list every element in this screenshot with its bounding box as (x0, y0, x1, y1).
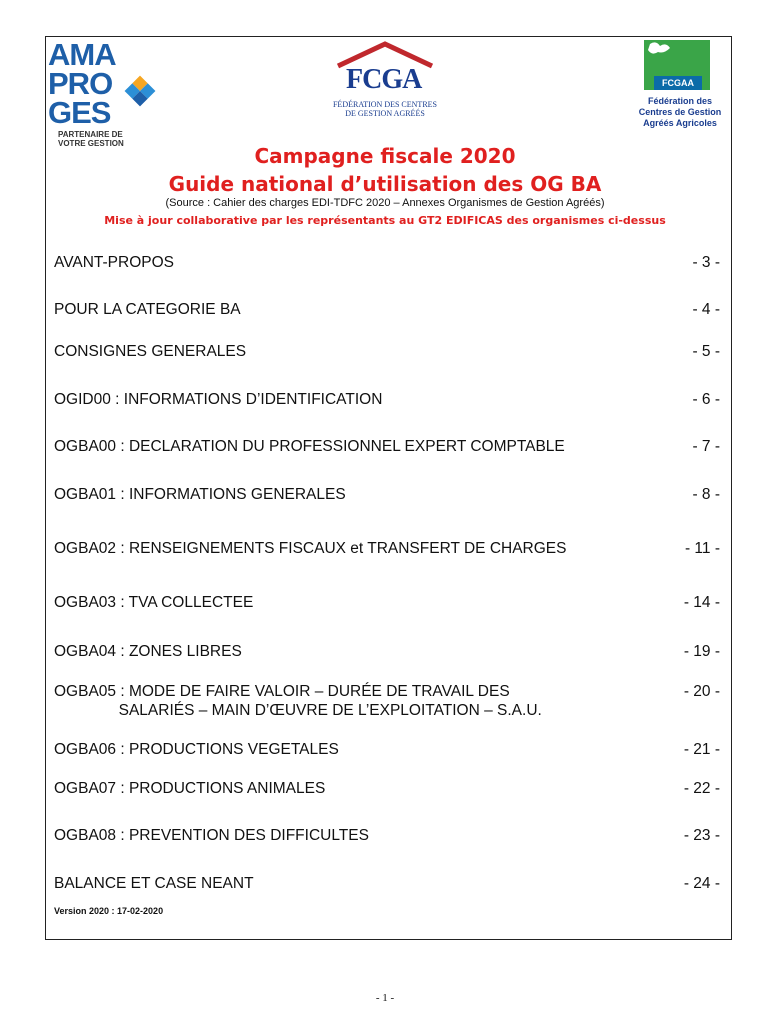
fcgaa-subtitle (630, 96, 730, 129)
fcgaa-logo (630, 40, 730, 150)
logo-word-1: AMA (48, 37, 116, 72)
diamond-icon (124, 75, 155, 106)
toc-page: - 24 - (683, 875, 720, 892)
fcgaa-subtitle-line-3: Agréés Agricoles (643, 118, 717, 128)
toc-page: - 4 - (692, 301, 720, 318)
toc-page: - 5 - (692, 343, 720, 360)
toc-label: OGBA01 : INFORMATIONS GENERALES (54, 486, 346, 503)
toc-label: CONSIGNES GENERALES (54, 343, 247, 360)
toc-label: POUR LA CATEGORIE BA (54, 301, 241, 318)
toc-page: - 14 - (683, 594, 720, 611)
toc-row[interactable] (54, 682, 720, 722)
document-title-line-1: Campagne fiscale 2020 (254, 144, 516, 168)
amaproges-logo (48, 37, 163, 150)
toc-page: - 7 - (692, 438, 720, 455)
fcga-subtitle-line-2: DE GESTION AGRÉÉS (345, 109, 425, 118)
toc-page: - 20 - (683, 683, 720, 700)
fcgaa-badge: FCGAA (654, 76, 702, 90)
toc-page: - 19 - (683, 643, 720, 660)
toc-label: OGBA03 : TVA COLLECTEE (54, 594, 254, 611)
logo-word-2: PRO (48, 66, 113, 101)
fcga-name: FCGA (346, 64, 422, 95)
toc-label: OGBA05 : MODE DE FAIRE VALOIR – DURÉE DE TRAVAIL DES SALARIÉS – MAIN D’ŒUVRE DE L’EXPLOITATION – S.A.U. (54, 683, 542, 719)
fcgaa-subtitle-line-1: Fédération des (647, 96, 712, 106)
fcga-logo (310, 40, 460, 125)
toc-label: OGBA00 : DECLARATION DU PROFESSIONNEL EXPERT COMPTABLE (54, 438, 565, 455)
fcga-subtitle (310, 100, 460, 118)
toc-label: BALANCE ET CASE NEANT (54, 875, 254, 892)
toc-page: - 6 - (692, 391, 720, 408)
toc-label: AVANT-PROPOS (54, 254, 175, 271)
version-note: Version 2020 : 17-02-2020 (54, 906, 164, 916)
toc-label: OGBA06 : PRODUCTIONS VEGETALES (54, 741, 339, 758)
source-note: (Source : Cahier des charges EDI-TDFC 2020 – Annexes Organismes de Gestion Agréés) (165, 197, 605, 209)
toc-page: - 11 - (684, 540, 720, 557)
toc-page: - 22 - (683, 780, 720, 797)
document-title-line-2: Guide national d’utilisation des OG BA (168, 172, 602, 196)
toc-label: OGBA08 : PREVENTION DES DIFFICULTES (54, 827, 369, 844)
toc-label: OGID00 : INFORMATIONS D’IDENTIFICATION (54, 391, 383, 408)
leaf-icon (646, 40, 676, 62)
page-number: - 1 - (375, 992, 395, 1004)
toc-label: OGBA07 : PRODUCTIONS ANIMALES (54, 780, 326, 797)
toc-page: - 3 - (692, 254, 720, 271)
toc-label: OGBA02 : RENSEIGNEMENTS FISCAUX et TRANSFERT DE CHARGES (54, 540, 567, 557)
update-note: Mise à jour collaborative par les représentants au GT2 EDIFICAS des organismes ci-dessus (104, 214, 666, 227)
logo-word-3: GES (48, 95, 111, 130)
fcga-subtitle-line-1: FÉDÉRATION DES CENTRES (332, 100, 437, 109)
fcgaa-subtitle-line-2: Centres de Gestion (638, 107, 722, 117)
tagline-line-1: PARTENAIRE DE (58, 130, 123, 139)
toc-label: OGBA04 : ZONES LIBRES (54, 643, 242, 660)
tagline-line-2: VOTRE GESTION (58, 139, 124, 148)
toc-page: - 23 - (683, 827, 720, 844)
toc-page: - 8 - (692, 486, 720, 503)
toc-page: - 21 - (683, 741, 720, 758)
